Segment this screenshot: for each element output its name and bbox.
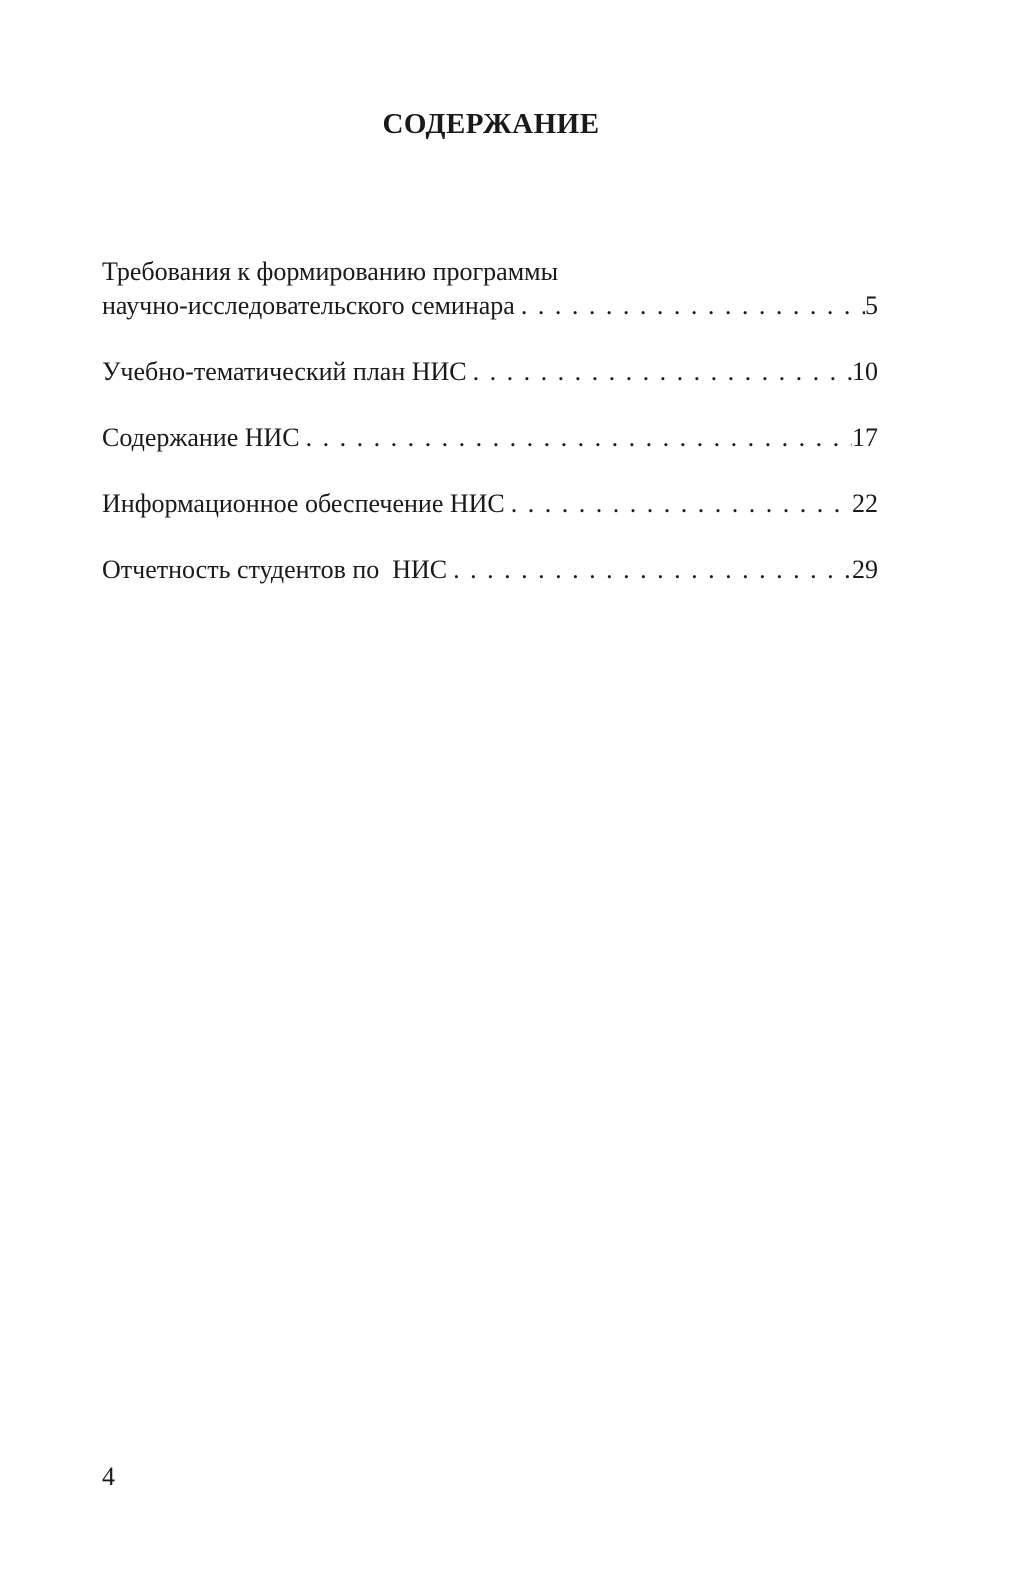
toc-entry-page: 17 (852, 423, 878, 452)
toc-entry-line (102, 421, 878, 455)
toc-entry-first-line (102, 255, 878, 289)
toc-entry-title: Отчетность студентов по НИС (102, 555, 448, 584)
toc-entry[interactable] (102, 255, 878, 323)
table-of-contents (102, 255, 878, 619)
dot-leader (300, 421, 852, 455)
toc-entry-page: 5 (865, 291, 878, 320)
toc-entry-page: 10 (852, 357, 878, 386)
toc-entry-title: Учебно-тематический план НИС (102, 357, 467, 386)
dot-leader (467, 355, 852, 389)
toc-entry[interactable] (102, 355, 878, 389)
toc-entry-title: Требования к формированию программы (102, 257, 559, 286)
toc-entry-line (102, 355, 878, 389)
toc-entry[interactable] (102, 553, 878, 587)
toc-entry[interactable] (102, 421, 878, 455)
toc-entry-title: Содержание НИС (102, 423, 300, 452)
dot-leader (515, 289, 865, 323)
page-number: 4 (102, 1462, 115, 1491)
dot-leader (505, 487, 852, 521)
page-title: СОДЕРЖАНИЕ (382, 108, 600, 140)
toc-entry-page: 29 (852, 555, 878, 584)
toc-entry-second-line (102, 289, 878, 323)
toc-entry[interactable] (102, 487, 878, 521)
toc-entry-title: научно-исследовательского семинара (102, 291, 515, 320)
toc-entry-line (102, 553, 878, 587)
dot-leader (447, 553, 852, 587)
toc-entry-line (102, 487, 878, 521)
toc-entry-title: Информационное обеспечение НИС (102, 489, 505, 518)
toc-entry-page: 22 (852, 489, 878, 518)
